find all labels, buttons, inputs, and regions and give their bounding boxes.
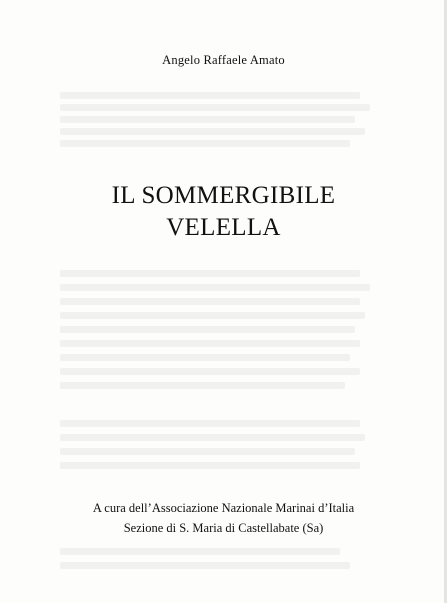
bleed-through-line: [60, 116, 355, 123]
bleed-through-line: [60, 312, 365, 319]
publisher-line-1: A cura dell’Associazione Nazionale Marinai d’Italia: [92, 501, 355, 515]
bleed-through-line: [60, 548, 340, 555]
bleed-through-line: [60, 140, 350, 147]
bleed-through-line: [60, 284, 370, 291]
bleed-through-line: [60, 340, 360, 347]
bleed-through-line: [60, 326, 355, 333]
bleed-through-line: [60, 462, 360, 469]
publisher-info: [0, 498, 447, 538]
bleed-through-line: [60, 562, 350, 569]
bleed-through-line: [60, 298, 360, 305]
publisher-line-2: Sezione di S. Maria di Castellabate (Sa): [123, 521, 324, 535]
book-title-line-1: IL SOMMERGIBILE: [111, 182, 336, 209]
bleed-through-line: [60, 420, 360, 427]
author-name: Angelo Raffaele Amato: [162, 53, 285, 67]
bleed-through-line: [60, 448, 355, 455]
bleed-through-line: [60, 382, 345, 389]
bleed-through-line: [60, 368, 360, 375]
book-title-line-2: VELELLA: [166, 214, 281, 241]
bleed-through-line: [60, 354, 350, 361]
bleed-through-line: [60, 92, 360, 99]
bleed-through-line: [60, 128, 365, 135]
bleed-through-line: [60, 434, 365, 441]
book-title: [0, 180, 447, 244]
bleed-through-line: [60, 270, 360, 277]
bleed-through-line: [60, 104, 370, 111]
